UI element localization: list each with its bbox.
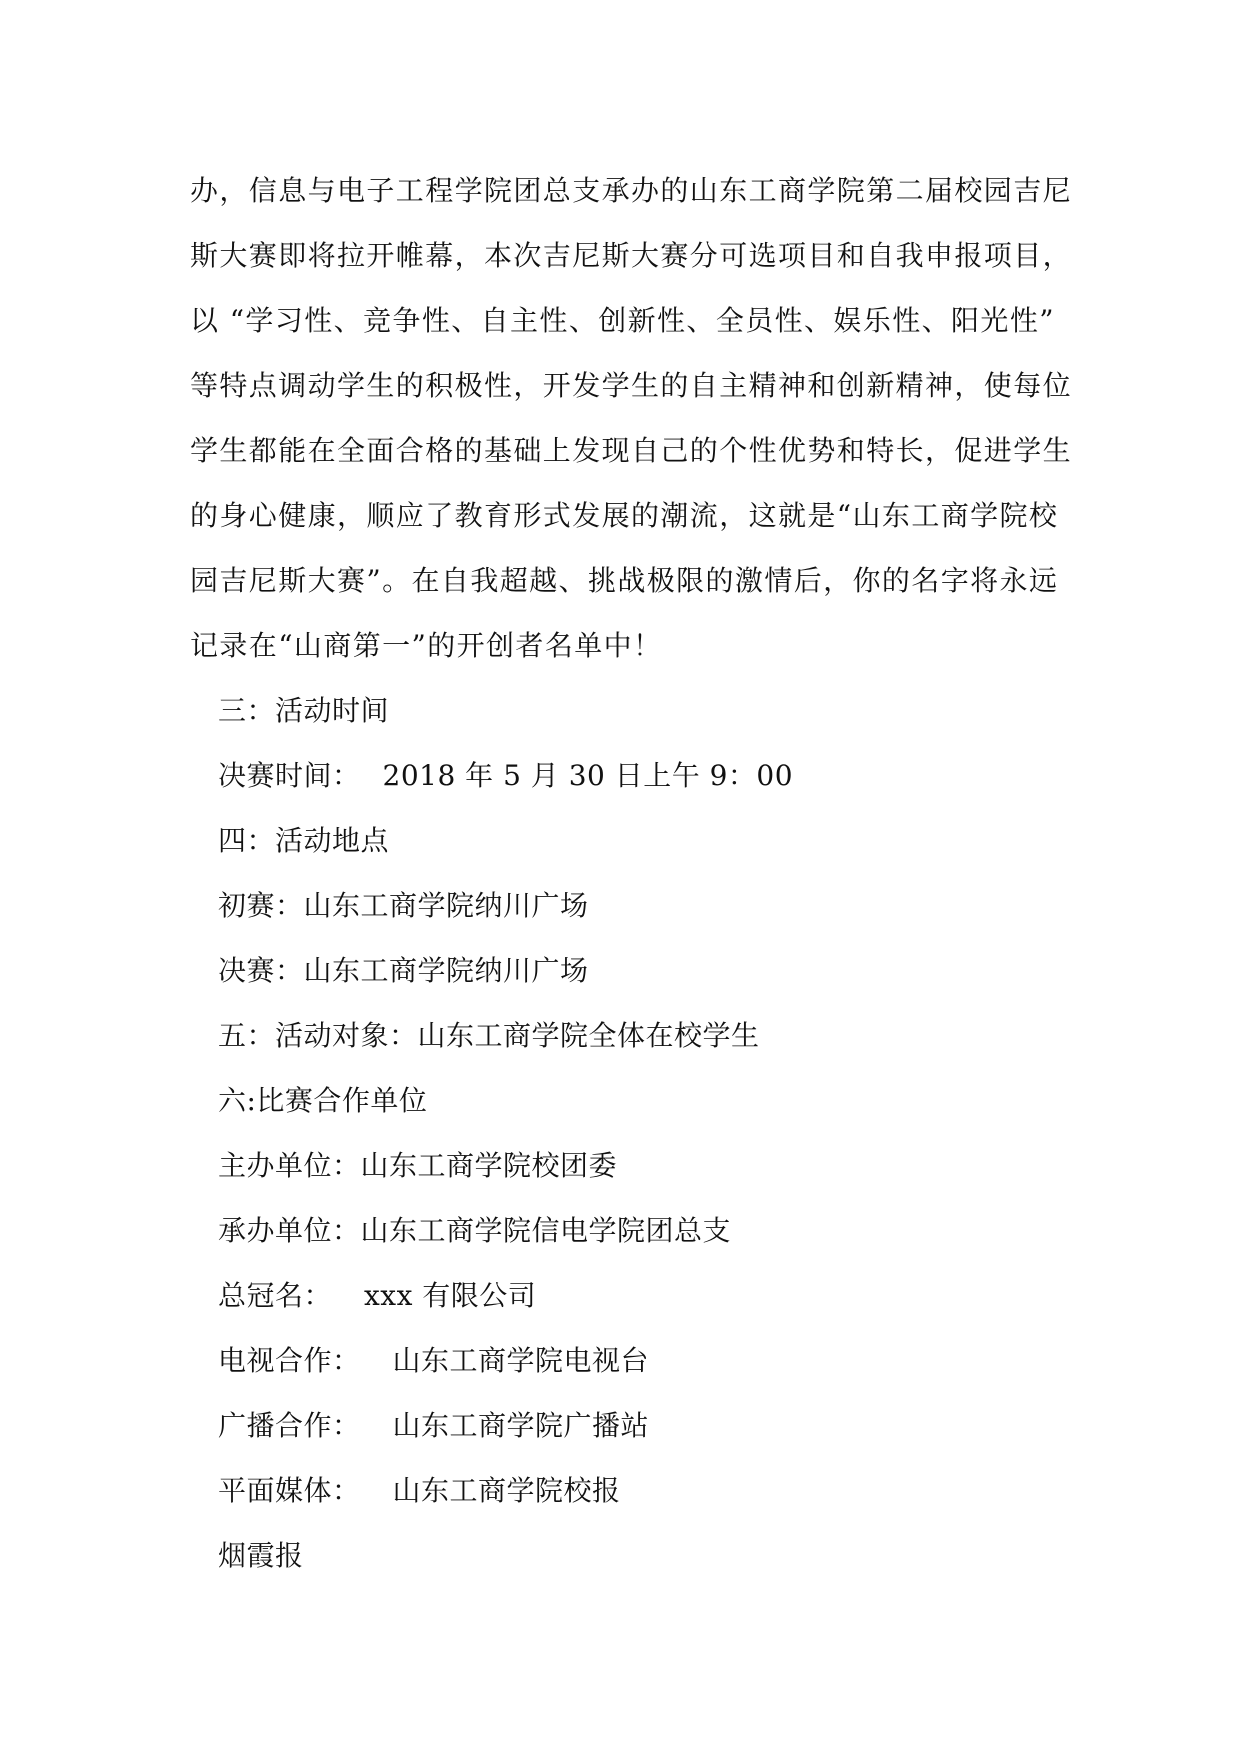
paragraph-line: 以 “学习性、竞争性、自主性、创新性、全员性、娱乐性、阳光性” — [190, 304, 1055, 337]
title-sponsor-row — [190, 1263, 1070, 1328]
paragraph-line: 办，信息与电子工程学院团总支承办的山东工商学院第二届校园吉尼 — [190, 174, 1073, 207]
final-time-value: 2018 年 5 月 30 日上午 9：00 — [382, 759, 794, 792]
final-time-row — [190, 743, 1070, 808]
final-location: 决赛：山东工商学院纳川广场 — [218, 954, 589, 987]
final-time-label: 决赛时间： — [218, 759, 361, 792]
section-audience: 五：活动对象：山东工商学院全体在校学生 — [218, 1019, 760, 1052]
paragraph-line: 的身心健康，顺应了教育形式发展的潮流，这就是“山东工商学院校 — [190, 499, 1059, 532]
print-media-label: 平面媒体： — [218, 1474, 361, 1507]
radio-partner-value: 山东工商学院广播站 — [392, 1409, 650, 1442]
section-heading-location: 四：活动地点 — [218, 824, 390, 857]
paragraph-line: 园吉尼斯大赛”。在自我超越、挑战极限的激情后，你的名字将永远 — [190, 564, 1059, 597]
radio-partner-row — [190, 1393, 1070, 1458]
paragraph-line: 斯大赛即将拉开帷幕，本次吉尼斯大赛分可选项目和自我申报项目， — [190, 239, 1073, 272]
section-heading-partners: 六:比赛合作单位 — [218, 1084, 428, 1117]
tv-partner-label: 电视合作： — [218, 1344, 361, 1377]
title-sponsor-value: xxx 有限公司 — [364, 1279, 537, 1312]
tv-partner-value: 山东工商学院电视台 — [392, 1344, 650, 1377]
print-media-row — [190, 1458, 1070, 1523]
host-unit: 主办单位：山东工商学院校团委 — [218, 1149, 618, 1182]
document-body — [190, 158, 1073, 1588]
section-heading-time: 三：活动时间 — [218, 694, 390, 727]
prelim-location: 初赛：山东工商学院纳川广场 — [218, 889, 589, 922]
organizer-unit: 承办单位：山东工商学院信电学院团总支 — [218, 1214, 732, 1247]
radio-partner-label: 广播合作： — [218, 1409, 361, 1442]
print-media-value: 山东工商学院校报 — [392, 1474, 621, 1507]
paragraph-line: 等特点调动学生的积极性，开发学生的自主精神和创新精神，使每位 — [190, 369, 1073, 402]
paragraph-line: 记录在“山商第一”的开创者名单中！ — [190, 629, 663, 662]
tv-partner-row — [190, 1328, 1070, 1393]
extra-media: 烟霞报 — [218, 1539, 304, 1572]
title-sponsor-label: 总冠名： — [218, 1279, 333, 1312]
paragraph-line: 学生都能在全面合格的基础上发现自己的个性优势和特长，促进学生 — [190, 434, 1073, 467]
